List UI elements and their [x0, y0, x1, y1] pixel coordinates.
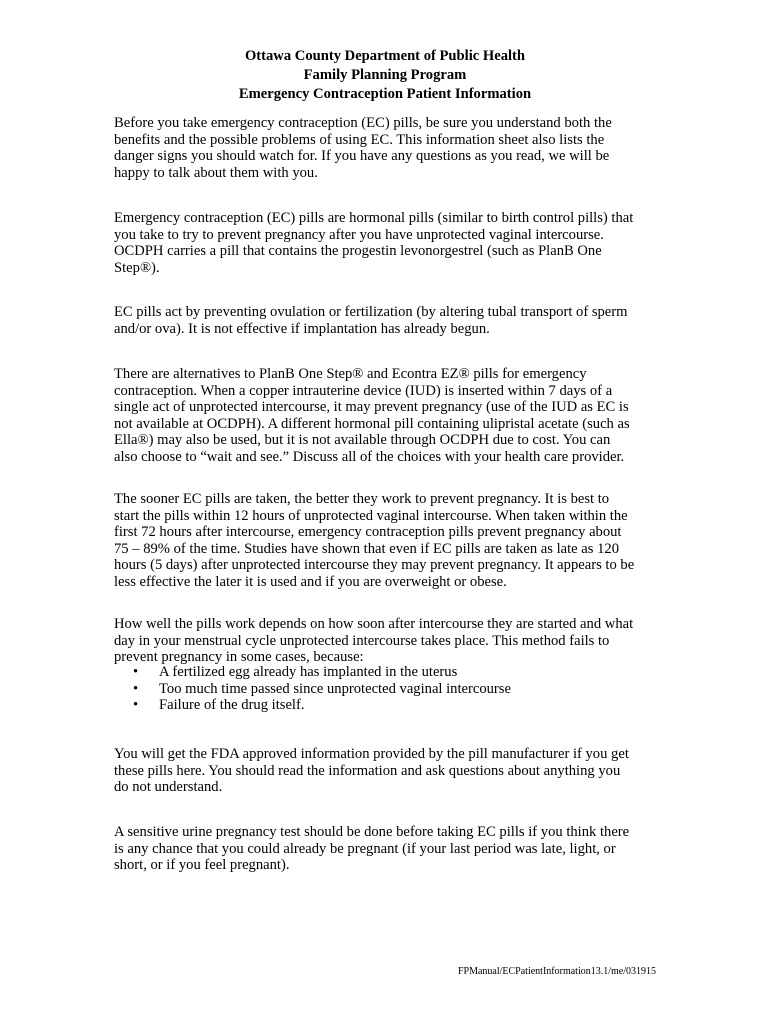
- document-header: [0, 47, 770, 104]
- text-line: short, or if you feel pregnant).: [114, 857, 290, 874]
- text-line: Ella®) may also be used, but it is not available through OCDPH due to cost. You can: [114, 432, 611, 449]
- text-line: is any chance that you could already be pregnant (if your last period was late, light, or: [114, 840, 616, 857]
- text-line: danger signs you should watch for. If you have any questions as you read, we will be: [114, 148, 610, 165]
- text-line: prevent pregnancy in some cases, because:: [114, 649, 364, 666]
- paragraph-timing: [114, 491, 670, 591]
- paragraph-intro: [114, 115, 670, 181]
- text-line: How well the pills work depends on how soon after intercourse they are started and what: [114, 616, 634, 632]
- list-item: • A fertilized egg already has implanted in the uterus: [133, 664, 511, 681]
- paragraph-fda-information: [114, 746, 670, 796]
- text-line: less effective the later it is used and if you are overweight or obese.: [114, 573, 507, 590]
- text-line: contraception. When a copper intrauterine device (IUD) is inserted within 7 days of a: [114, 382, 613, 399]
- document-footer-code: FPManual/ECPatientInformation13.1/me/031915: [457, 966, 656, 977]
- text-line: and/or ova). It is not effective if implantation has already begun.: [114, 320, 490, 337]
- text-line: EC pills act by preventing ovulation or fertilization (by altering tubal transport of sperm: [114, 304, 628, 320]
- text-line: first 72 hours after intercourse, emergency contraception pills prevent pregnancy about: [114, 524, 622, 541]
- text-line: happy to talk about them with you.: [114, 164, 318, 181]
- text-line: Emergency contraception (EC) pills are hormonal pills (similar to birth control pills) that: [114, 210, 634, 226]
- text-line: not available at OCDPH). A different hormonal pill containing ulipristal acetate (such as: [114, 415, 630, 432]
- failure-reasons-list: [133, 664, 511, 714]
- header-program: Family Planning Program: [303, 67, 467, 83]
- text-line: you take to try to prevent pregnancy after you have unprotected vaginal intercourse.: [114, 226, 604, 243]
- text-line: start the pills within 12 hours of unprotected vaginal intercourse. When taken within the: [114, 507, 628, 524]
- text-line: Before you take emergency contraception (EC) pills, be sure you understand both the: [114, 115, 612, 131]
- paragraph-alternatives: [114, 366, 670, 466]
- paragraph-pregnancy-test: [114, 824, 670, 874]
- paragraph-effectiveness: [114, 616, 670, 666]
- text-line: do not understand.: [114, 779, 223, 796]
- text-line: benefits and the possible problems of using EC. This information sheet also lists the: [114, 131, 605, 148]
- text-line: these pills here. You should read the information and ask questions about anything you: [114, 762, 621, 779]
- text-line: hours (5 days) after unprotected intercourse they may prevent pregnancy. It appears to be: [114, 557, 635, 574]
- text-line: Step®).: [114, 259, 160, 276]
- header-organization: Ottawa County Department of Public Health: [244, 48, 526, 64]
- text-line: A sensitive urine pregnancy test should be done before taking EC pills if you think there: [114, 824, 630, 840]
- header-document-title: Emergency Contraception Patient Information: [238, 86, 532, 102]
- text-line: OCDPH carries a pill that contains the progestin levonorgestrel (such as PlanB One: [114, 243, 602, 260]
- text-line: There are alternatives to PlanB One Step® and Econtra EZ® pills for emergency: [114, 366, 587, 382]
- paragraph-what-is-ec: [114, 210, 670, 276]
- text-line: 75 – 89% of the time. Studies have shown that even if EC pills are taken as late as 120: [114, 540, 619, 557]
- text-line: The sooner EC pills are taken, the better they work to prevent pregnancy. It is best to: [114, 491, 610, 507]
- list-item: • Too much time passed since unprotected vaginal intercourse: [133, 681, 511, 698]
- paragraph-how-ec-acts: [114, 304, 670, 337]
- text-line: single act of unprotected intercourse, it may prevent pregnancy (use of the IUD as EC is: [114, 399, 629, 416]
- list-item: • Failure of the drug itself.: [133, 697, 511, 714]
- text-line: You will get the FDA approved information provided by the pill manufacturer if you get: [114, 746, 629, 762]
- text-line: day in your menstrual cycle unprotected intercourse takes place. This method fails to: [114, 632, 610, 649]
- text-line: also choose to “wait and see.” Discuss all of the choices with your health care provider.: [114, 448, 625, 465]
